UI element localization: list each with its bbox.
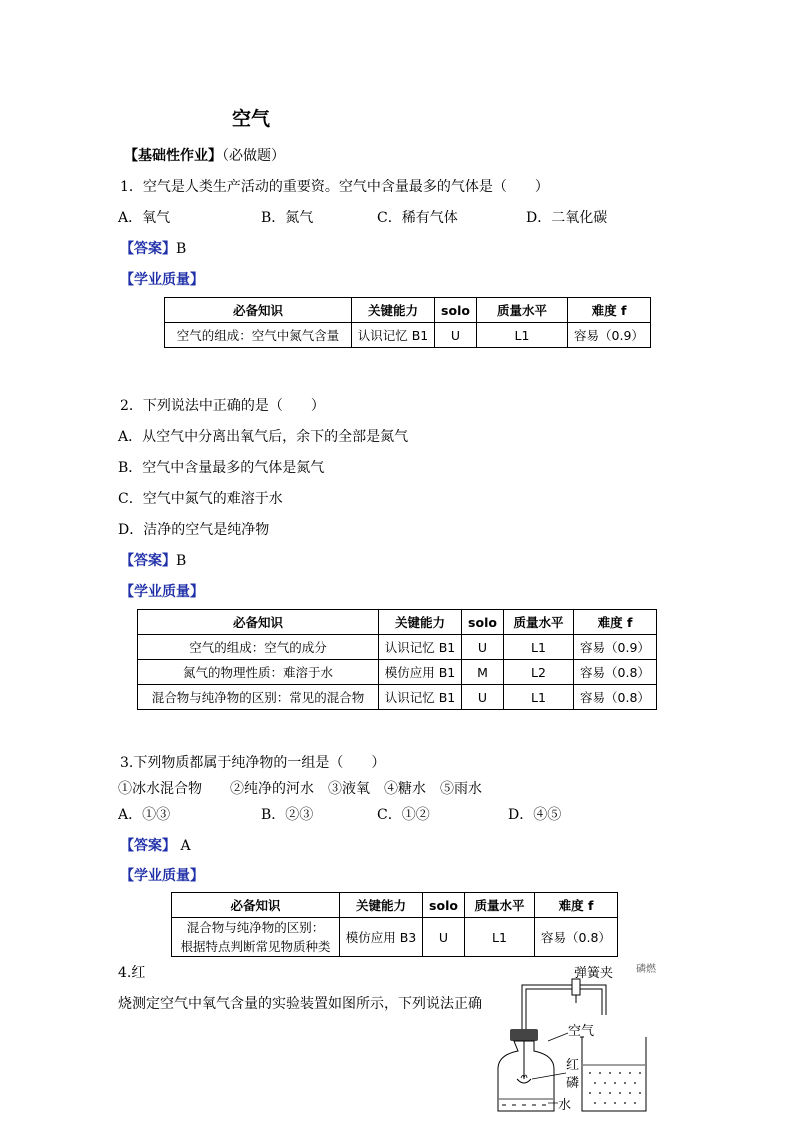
section-heading [124, 145, 285, 165]
q1-quality-label: 【学业质量】 [120, 272, 204, 288]
beaker-icon [580, 1037, 646, 1111]
cell-level: L1 [465, 918, 535, 957]
q3-answer [120, 835, 191, 855]
q3-option-b: B．②③ [261, 807, 314, 823]
cell-knowledge: 混合物与纯净物的区别：常见的混合物 [138, 685, 379, 710]
table-row [138, 685, 657, 710]
cell-knowledge [172, 918, 340, 957]
cell-solo: U [462, 685, 504, 710]
header-ability: 关键能力 [352, 298, 435, 323]
q1-answer-value: B [176, 241, 187, 257]
cell-ability: 认识记忆 B1 [379, 635, 462, 660]
q2-option-d: D．洁净的空气是纯净物 [118, 522, 270, 538]
q4-stem-start: 4.红 [118, 965, 146, 981]
q2-quality-table [137, 609, 657, 710]
cell-knowledge-line1: 混合物与纯净物的区别： [186, 920, 325, 935]
bottle-icon [498, 1029, 554, 1111]
cell-level: L1 [504, 635, 574, 660]
q3-answer-value: A [176, 838, 191, 854]
q1-quality-table [164, 297, 651, 348]
q3-quality-label: 【学业质量】 [120, 868, 204, 884]
header-level: 质量水平 [504, 610, 574, 635]
header-knowledge: 必备知识 [172, 893, 340, 918]
cell-difficulty: 容易（0.8） [574, 685, 657, 710]
cell-solo: U [435, 323, 477, 348]
section-label: 【基础性作业】 [124, 148, 222, 164]
header-knowledge: 必备知识 [138, 610, 379, 635]
header-level: 质量水平 [465, 893, 535, 918]
table-row [138, 660, 657, 685]
q2-answer [120, 550, 186, 570]
cell-knowledge: 氮气的物理性质：难溶于水 [138, 660, 379, 685]
header-ability: 关键能力 [340, 893, 423, 918]
q3-quality-table [171, 892, 618, 957]
q3-items: ①冰水混合物 ②纯净的河水 ③液氧 ④糖水 ⑤雨水 [118, 781, 482, 797]
cell-solo: U [423, 918, 465, 957]
answer-label: 【答案】 [120, 838, 176, 854]
header-difficulty: 难度 f [574, 610, 657, 635]
q4-stem-continued: 烧测定空气中氧气含量的实验装置如图所示，下列说法正确 [118, 996, 482, 1012]
cell-difficulty: 容易（0.9） [574, 635, 657, 660]
label-phos-2: 磷 [566, 1076, 580, 1091]
q2-quality-label: 【学业质量】 [120, 584, 204, 600]
q3-option-c: C．①② [377, 807, 430, 823]
table-header-row [138, 610, 657, 635]
page-title: 空气 [232, 108, 271, 130]
table-header-row [172, 893, 618, 918]
q1-answer [120, 238, 186, 258]
header-knowledge: 必备知识 [165, 298, 352, 323]
header-level: 质量水平 [477, 298, 568, 323]
cell-ability: 模仿应用 B1 [379, 660, 462, 685]
q3-stem: 3.下列物质都属于纯净物的一组是（ ） [120, 755, 386, 771]
table-header-row [165, 298, 651, 323]
answer-label: 【答案】 [120, 553, 176, 569]
header-solo: solo [423, 893, 465, 918]
cell-solo: U [462, 635, 504, 660]
q1-option-a: A．氧气 [118, 210, 171, 226]
header-difficulty: 难度 f [535, 893, 618, 918]
q1-option-b: B．氮气 [261, 210, 314, 226]
table-row [138, 635, 657, 660]
cell-ability: 认识记忆 B1 [379, 685, 462, 710]
q4-stem-fragment: 磷燃 [636, 964, 656, 975]
q1-stem: 1．空气是人类生产活动的重要资。空气中含量最多的气体是（ ） [120, 179, 549, 195]
header-difficulty: 难度 f [568, 298, 651, 323]
q3-option-d: D．④⑤ [508, 807, 562, 823]
q2-stem: 2．下列说法中正确的是（ ） [120, 398, 325, 414]
q2-option-a: A．从空气中分离出氧气后，余下的全部是氮气 [118, 429, 409, 445]
cell-ability: 认识记忆 B1 [352, 323, 435, 348]
section-note: （必做题） [222, 148, 285, 164]
cell-ability: 模仿应用 B3 [340, 918, 423, 957]
q3-option-a: A．①③ [118, 807, 171, 823]
cell-solo: M [462, 660, 504, 685]
table-row [165, 323, 651, 348]
cell-difficulty: 容易（0.8） [535, 918, 618, 957]
q2-option-c: C．空气中氮气的难溶于水 [118, 491, 283, 507]
spring-clip-icon [572, 979, 580, 1003]
q1-option-d: D．二氧化碳 [526, 210, 608, 226]
header-solo: solo [462, 610, 504, 635]
cell-level: L1 [504, 685, 574, 710]
q2-answer-value: B [176, 553, 187, 569]
label-air: 空气 [568, 1024, 595, 1039]
cell-level: L2 [504, 660, 574, 685]
cell-knowledge-line2: 根据特点判断常见物质种类 [180, 939, 331, 954]
header-solo: solo [435, 298, 477, 323]
label-phos-1: 红 [566, 1058, 580, 1073]
q1-option-c: C．稀有气体 [377, 210, 458, 226]
header-ability: 关键能力 [379, 610, 462, 635]
label-water: 水 [558, 1098, 572, 1113]
cell-difficulty: 容易（0.8） [574, 660, 657, 685]
label-clip: 弹簧夹 [574, 966, 614, 981]
cell-difficulty: 容易（0.9） [568, 323, 651, 348]
q2-option-b: B．空气中含量最多的气体是氮气 [118, 460, 325, 476]
cell-knowledge: 空气的组成：空气中氮气含量 [165, 323, 352, 348]
cell-knowledge: 空气的组成：空气的成分 [138, 635, 379, 660]
cell-level: L1 [477, 323, 568, 348]
q4-apparatus-figure [488, 965, 668, 1115]
answer-label: 【答案】 [120, 241, 176, 257]
table-row [172, 918, 618, 957]
